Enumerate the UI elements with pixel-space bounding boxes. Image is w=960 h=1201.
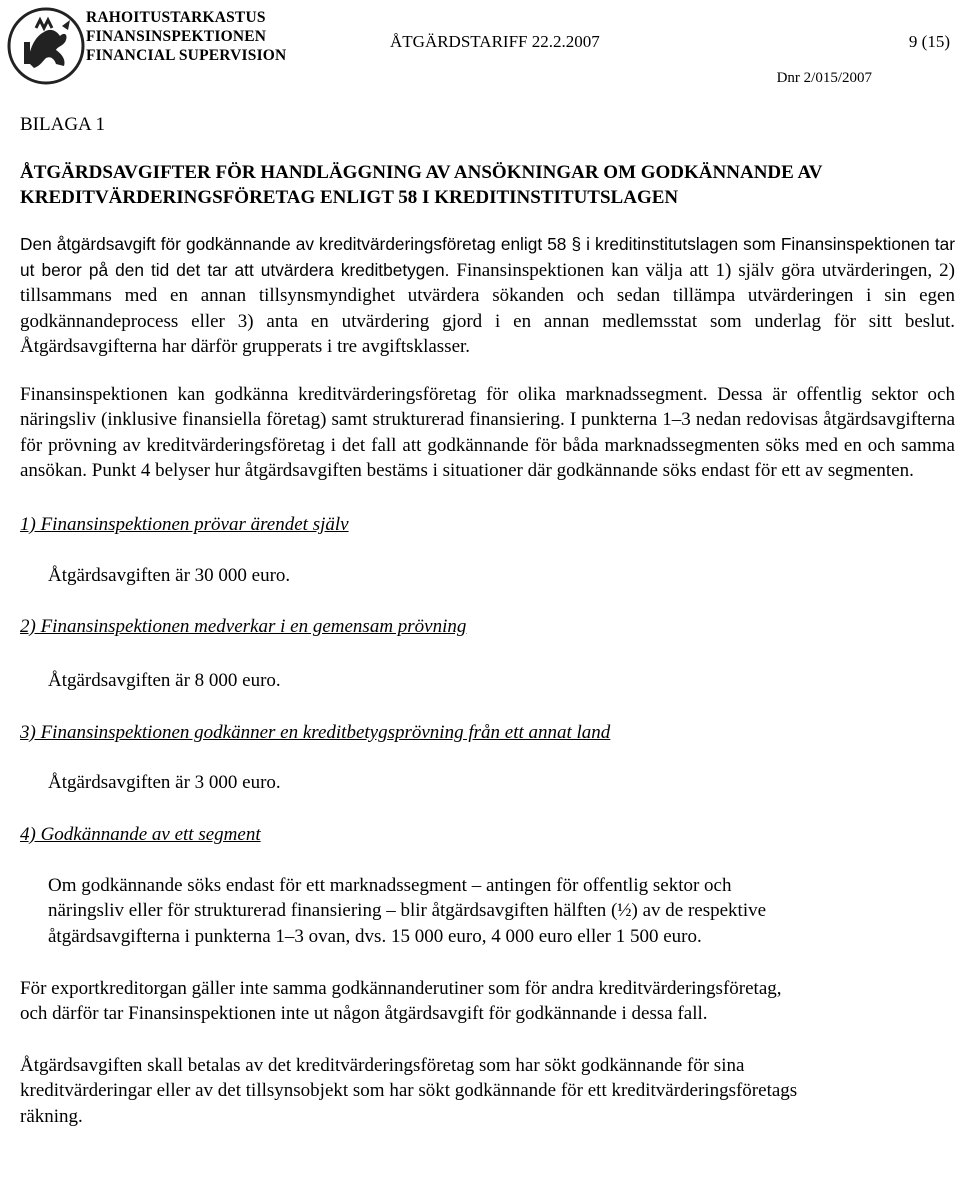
lion-coat-of-arms-logo <box>6 6 86 86</box>
payment-line-3: räkning. <box>20 1106 83 1128</box>
section-4-text <box>20 873 955 950</box>
heading-line-1: ÅTGÄRDSAVGIFTER FÖR HANDLÄGGNING AV ANSÖKNINGAR OM GODKÄNNANDE AV <box>20 162 823 183</box>
heading-line-2: KREDITVÄRDERINGSFÖRETAG ENLIGT 58 I KREDITINSTITUTSLAGEN <box>20 187 679 208</box>
section-4-heading: 4) Godkännande av ett segment <box>20 823 261 845</box>
intro-paragraph-serif-part: Finansinspektionen kan välja att 1) själv göra utvärderingen, 2) tillsammans med en annan tillsynsmyndighet utvärdera sökanden och sedan tillämpa utvärderingen i sin egen godkännandeprocess eller 3) anta en utvärdering gjord i en annan medlemsstat som underlag för sitt beslut. Åtgärdsavgifterna har därför grupperats i tre avgiftsklasser. <box>20 259 955 357</box>
document-body <box>20 112 955 1130</box>
organization-name <box>86 8 286 65</box>
appendix-label: BILAGA 1 <box>20 114 105 135</box>
payment-line-1: Åtgärdsavgiften skall betalas av det kreditvärderingsföretag som har sökt godkännande för sina <box>20 1054 745 1076</box>
section-3-fee: Åtgärdsavgiften är 3 000 euro. <box>48 771 281 793</box>
section-1-fee: Åtgärdsavgiften är 30 000 euro. <box>48 564 291 586</box>
document-heading <box>20 160 955 210</box>
export-line-1: För exportkreditorgan gäller inte samma godkännanderutiner som för andra kreditvärderingsföretag, <box>20 977 782 999</box>
export-credit-paragraph <box>20 976 955 1027</box>
segments-paragraph: Finansinspektionen kan godkänna kreditvärderingsföretag för olika marknadssegment. Dessa är offentlig sektor och näringsliv (inklusive finansiella företag) samt strukturerad finansiering. I punkterna 1–3 nedan redovisas åtgärdsavgifterna för prövning av kreditvärderingsföretag i det fall att godkännande för båda marknadssegmenten söks med en och samma ansökan. Punkt 4 belyser hur åtgärdsavgiften bestäms i situationer där godkännande söks endast för ett av segmenten. <box>20 383 955 482</box>
document-title-header: ÅTGÄRDSTARIFF 22.2.2007 <box>390 32 600 51</box>
section-1-heading: 1) Finansinspektionen prövar ärendet själv <box>20 513 349 535</box>
org-line-en: FINANCIAL SUPERVISION <box>86 47 287 64</box>
org-line-fi: RAHOITUSTARKASTUS <box>86 9 266 26</box>
section-2-heading: 2) Finansinspektionen medverkar i en gemensam prövning <box>20 615 467 637</box>
section-4-line-1: Om godkännande söks endast för ett marknadssegment – antingen för offentlig sektor och <box>48 874 732 896</box>
org-line-sv: FINANSINSPEKTIONEN <box>86 28 267 45</box>
page-header <box>0 0 960 96</box>
payment-paragraph <box>20 1053 955 1130</box>
document-reference-number: Dnr 2/015/2007 <box>776 70 872 86</box>
export-line-2: och därför tar Finansinspektionen inte ut någon åtgärdsavgift för godkännande i dessa fall. <box>20 1003 708 1025</box>
section-2-fee: Åtgärdsavgiften är 8 000 euro. <box>48 669 281 691</box>
intro-paragraph-sans-part: Den åtgärdsavgift för godkännande av kreditvärderingsföretag enligt 58 § i kreditinstitutslagen som Finansinspektionen tar ut beror på den tid det tar att utvärdera kreditbetygen. <box>20 234 955 280</box>
section-4-line-2: näringsliv eller för strukturerad finansiering – blir åtgärdsavgiften hälften (½) av de respektive <box>48 900 767 922</box>
section-3-heading: 3) Finansinspektionen godkänner en kreditbetygsprövning från ett annat land <box>20 721 611 743</box>
payment-line-2: kreditvärderingar eller av det tillsynsobjekt som har sökt godkännande för ett kreditvärderingsföretags <box>20 1080 798 1102</box>
intro-paragraph <box>20 232 955 360</box>
section-4-line-3: åtgärdsavgifterna i punkterna 1–3 ovan, dvs. 15 000 euro, 4 000 euro eller 1 500 euro. <box>48 926 702 948</box>
page-number: 9 (15) <box>908 32 950 51</box>
